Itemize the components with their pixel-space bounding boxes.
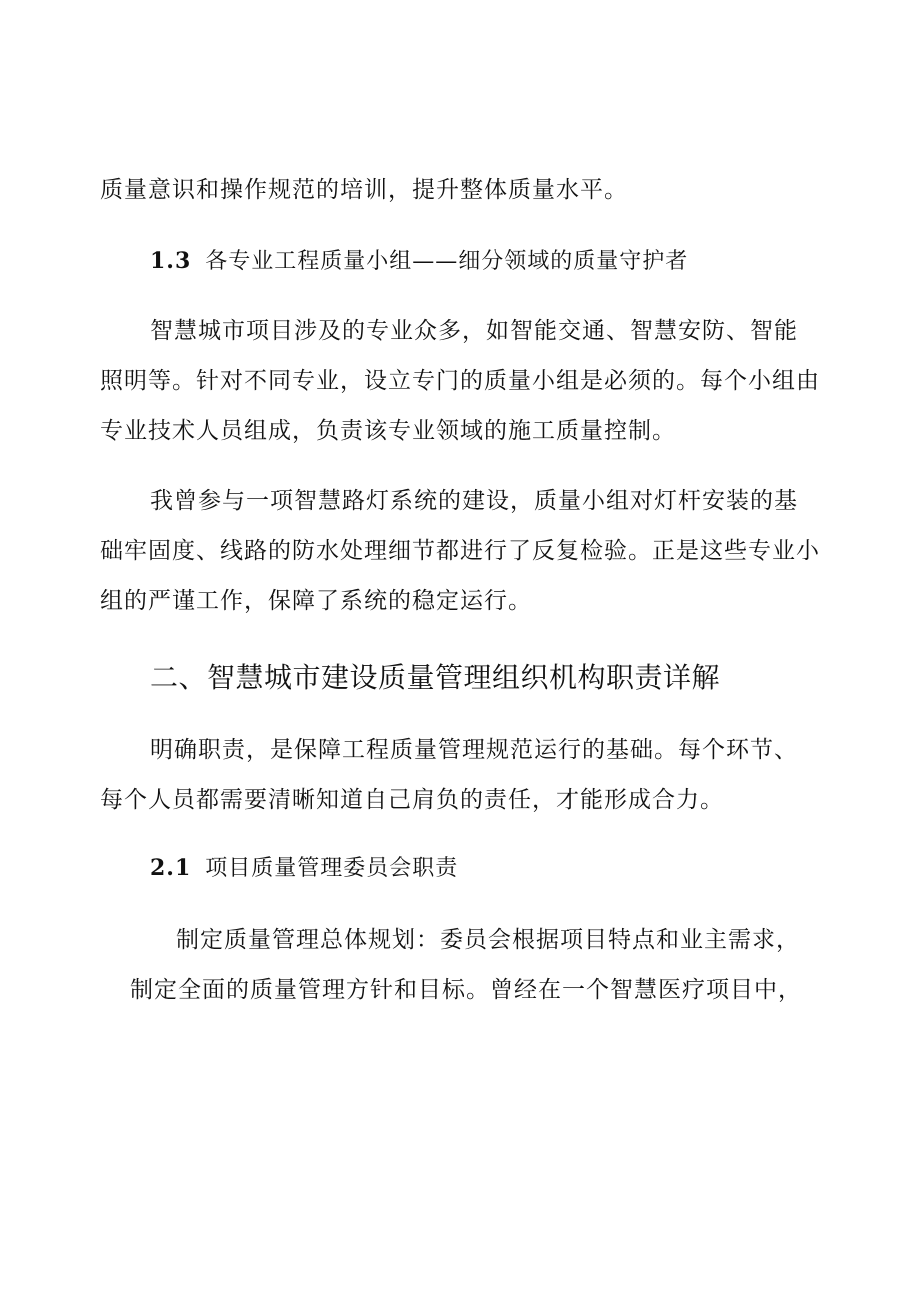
section-2-1-heading [150,853,458,884]
section-2-heading: 二、智慧城市建设质量管理组织机构职责详解 [150,661,721,694]
section-1-3-number: 1.3 [150,248,192,274]
paragraph-3: 明确职责，是保障工程质量管理规范运行的基础。每个环节、每个人员都需要清晰知道自己肩负的责任，才能形成合力。 [100,737,798,813]
paragraph-2: 我曾参与一项智慧路灯系统的建设，质量小组对灯杆安装的基础牢固度、线路的防水处理细节都进行了反复检验。正是这些专业小组的严谨工作，保障了系统的稳定运行。 [100,488,820,614]
section-2-1-number: 2.1 [150,855,192,881]
paragraph-1: 智慧城市项目涉及的专业众多，如智能交通、智慧安防、智能照明等。针对不同专业，设立专门的质量小组是必须的。每个小组由专业技术人员组成，负责该专业领域的施工质量控制。 [100,318,820,444]
section-1-3-title: 各专业工程质量小组——细分领域的质量守护者 [205,249,689,274]
paragraph-4: 制定质量管理总体规划：委员会根据项目特点和业主需求，制定全面的质量管理方针和目标。曾经在一个智慧医疗项目中， [130,927,802,1003]
section-2-1-title: 项目质量管理委员会职责 [205,856,459,881]
intro-continuation-text: 质量意识和操作规范的培训，提升整体质量水平。 [100,177,628,203]
section-1-3-heading [150,246,688,277]
